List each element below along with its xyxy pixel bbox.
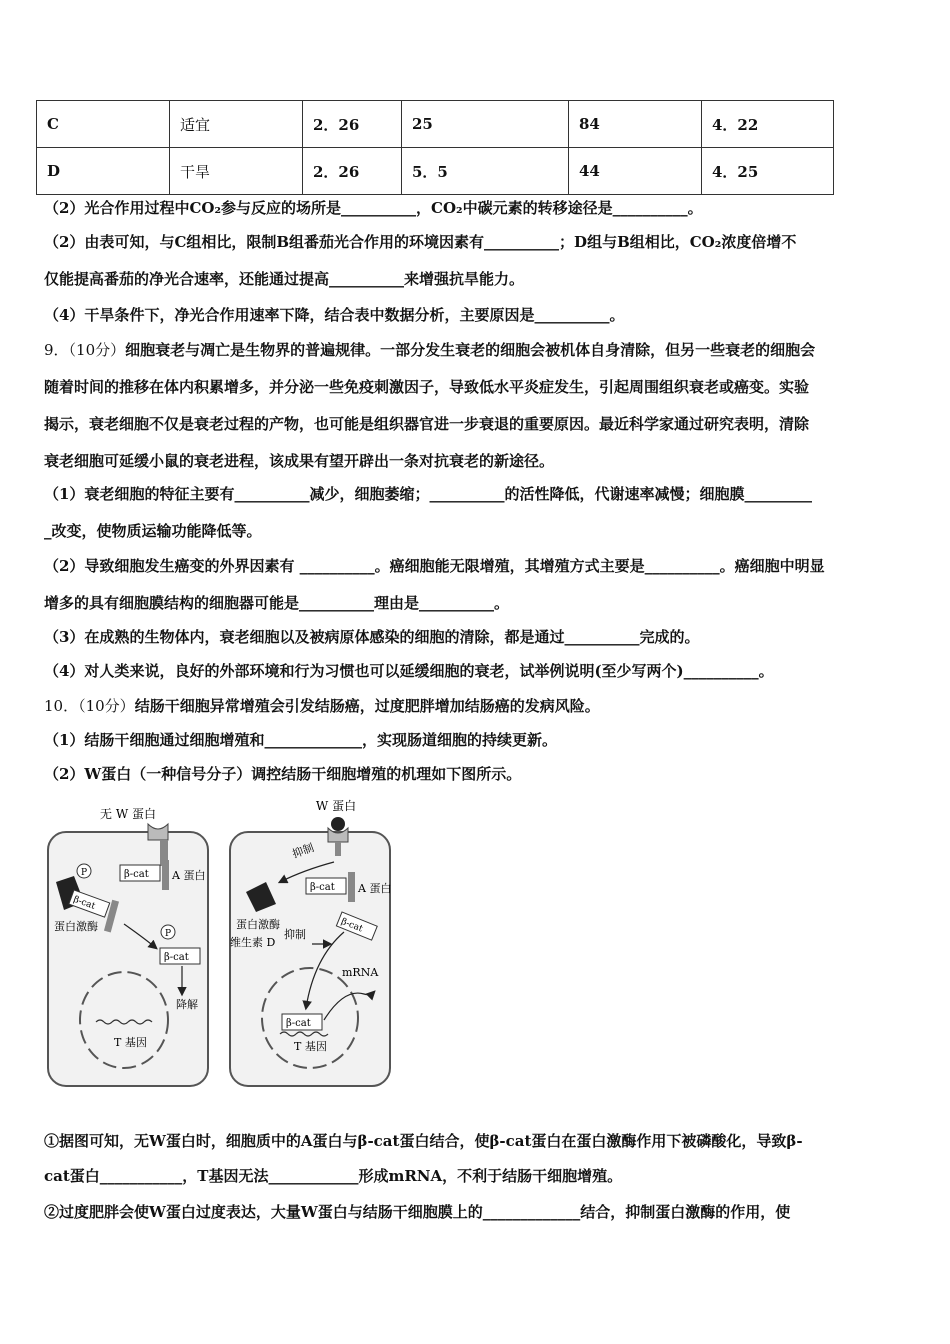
vitamin-d-label: 维生素 D bbox=[230, 936, 276, 949]
table-cell: 4．22 bbox=[702, 101, 834, 148]
t-gene-label: T 基因 bbox=[114, 1036, 147, 1049]
beta-cat-label: β-cat bbox=[164, 952, 189, 963]
text-line: （1）衰老细胞的特征主要有__________减少，细胞萎缩；__________的活性降低，代谢速率减慢；细胞膜_________ bbox=[44, 485, 812, 503]
table-row bbox=[37, 148, 834, 195]
kinase-label: 蛋白激酶 bbox=[54, 920, 98, 933]
table-cell: D bbox=[37, 148, 170, 195]
text-line: （2）光合作用过程中CO₂参与反应的场所是__________，CO₂中碳元素的转移途径是__________。 bbox=[44, 199, 703, 217]
question-stem: 细胞衰老与凋亡是生物界的普遍规律。一部分发生衰老的细胞会被机体自身清除，但另一些衰老的细胞会 bbox=[125, 341, 816, 359]
right-title: W 蛋白 bbox=[315, 799, 357, 813]
table-cell: 2．26 bbox=[303, 148, 402, 195]
signaling-diagram bbox=[44, 798, 404, 1090]
question-number: 9． bbox=[44, 341, 69, 359]
receptor-stem bbox=[335, 842, 341, 856]
text-line: （2）导致细胞发生癌变的外界因素有 __________。癌细胞能无限增殖，其增殖方式主要是__________。癌细胞中明显 bbox=[44, 557, 825, 575]
question-score: （10分） bbox=[68, 341, 126, 359]
w-protein-icon bbox=[331, 817, 345, 831]
table-cell: 干旱 bbox=[170, 148, 303, 195]
left-title: 无 W 蛋白 bbox=[100, 807, 156, 821]
text-line: 揭示，衰老细胞不仅是衰老过程的产物，也可能是组织器官进一步衰退的重要原因。最近科学家通过研究表明，清除 bbox=[44, 415, 810, 433]
a-protein-label: A 蛋白 bbox=[358, 882, 392, 895]
text-line: 仅能提高番茄的净光合速率，还能通过提高__________来增强抗旱能力。 bbox=[44, 270, 525, 288]
table-cell: 84 bbox=[569, 101, 702, 148]
beta-cat-label: β-cat bbox=[339, 916, 364, 935]
p-label: P bbox=[164, 929, 172, 939]
text-line: （1）结肠干细胞通过细胞增殖和_____________，实现肠道细胞的持续更新。 bbox=[44, 731, 557, 749]
question-score: （10分） bbox=[78, 697, 135, 715]
table-cell: 4．25 bbox=[702, 148, 834, 195]
question-number: 10． bbox=[44, 697, 79, 715]
text-line: _改变，使物质运输功能降低等。 bbox=[44, 522, 262, 540]
table-cell: C bbox=[37, 101, 170, 148]
table-cell: 5．5 bbox=[402, 148, 569, 195]
question-9 bbox=[44, 340, 910, 360]
text-line: ①据图可知，无W蛋白时，细胞质中的A蛋白与β-cat蛋白结合，使β-cat蛋白在蛋白激酶作用下被磷酸化，导致β- bbox=[44, 1132, 803, 1150]
p-label: P bbox=[80, 868, 88, 878]
a-protein-label: A 蛋白 bbox=[172, 869, 206, 882]
table-row bbox=[37, 101, 834, 148]
right-cell bbox=[230, 799, 391, 1086]
table-cell: 25 bbox=[402, 101, 569, 148]
beta-cat-label: β-cat bbox=[124, 869, 149, 880]
mrna-label: mRNA bbox=[342, 966, 379, 979]
beta-cat-label: β-cat bbox=[310, 882, 335, 893]
table-cell: 适宜 bbox=[170, 101, 303, 148]
a-protein-icon bbox=[162, 860, 169, 890]
text-line: （4）干旱条件下，净光合作用速率下降，结合表中数据分析，主要原因是__________。 bbox=[44, 306, 625, 324]
text-line: cat蛋白___________，T基因无法____________形成mRNA，不利于结肠干细胞增殖。 bbox=[44, 1167, 623, 1185]
a-protein-icon bbox=[348, 872, 355, 902]
inhibit-label: 抑制 bbox=[290, 841, 316, 861]
text-line: （3）在成熟的生物体内，衰老细胞以及被病原体感染的细胞的清除，都是通过__________完成的。 bbox=[44, 628, 700, 646]
question-stem: 结肠干细胞异常增殖会引发结肠癌，过度肥胖增加结肠癌的发病风险。 bbox=[134, 697, 600, 715]
text-line: （2）W蛋白（一种信号分子）调控结肠干细胞增殖的机理如下图所示。 bbox=[44, 765, 522, 783]
text-line: 衰老细胞可延缓小鼠的衰老进程，该成果有望开辟出一条对抗衰老的新途径。 bbox=[44, 452, 555, 470]
w-protein-figure bbox=[44, 798, 404, 1094]
beta-cat-label: β-cat bbox=[286, 1018, 311, 1029]
text-line: 增多的具有细胞膜结构的细胞器可能是__________理由是__________。 bbox=[44, 594, 510, 612]
t-gene-label: T 基因 bbox=[294, 1040, 327, 1053]
kinase-label: 蛋白激酶 bbox=[236, 918, 280, 931]
text-line: ②过度肥胖会使W蛋白过度表达，大量W蛋白与结肠干细胞膜上的_____________结合，抑制蛋白激酶的作用，使 bbox=[44, 1203, 791, 1221]
table-cell: 2．26 bbox=[303, 101, 402, 148]
text-line: （2）由表可知，与C组相比，限制B组番茄光合作用的环境因素有__________；D组与B组相比，CO₂浓度倍增不 bbox=[44, 233, 797, 251]
text-line: （4）对人类来说，良好的外部环境和行为习惯也可以延缓细胞的衰老，试举例说明(至少写两个)__________。 bbox=[44, 662, 774, 680]
text-line: 随着时间的推移在体内积累增多，并分泌一些免疫刺激因子，导致低水平炎症发生，引起周围组织衰老或癌变。实验 bbox=[44, 378, 810, 396]
beta-cat-label: β-cat bbox=[72, 894, 97, 912]
degrade-label: 降解 bbox=[176, 998, 198, 1011]
table-cell: 44 bbox=[569, 148, 702, 195]
question-10 bbox=[44, 696, 910, 716]
data-table bbox=[36, 100, 834, 195]
inhibit-label: 抑制 bbox=[284, 928, 306, 941]
left-cell bbox=[48, 807, 208, 1086]
receptor-icon bbox=[148, 824, 168, 840]
